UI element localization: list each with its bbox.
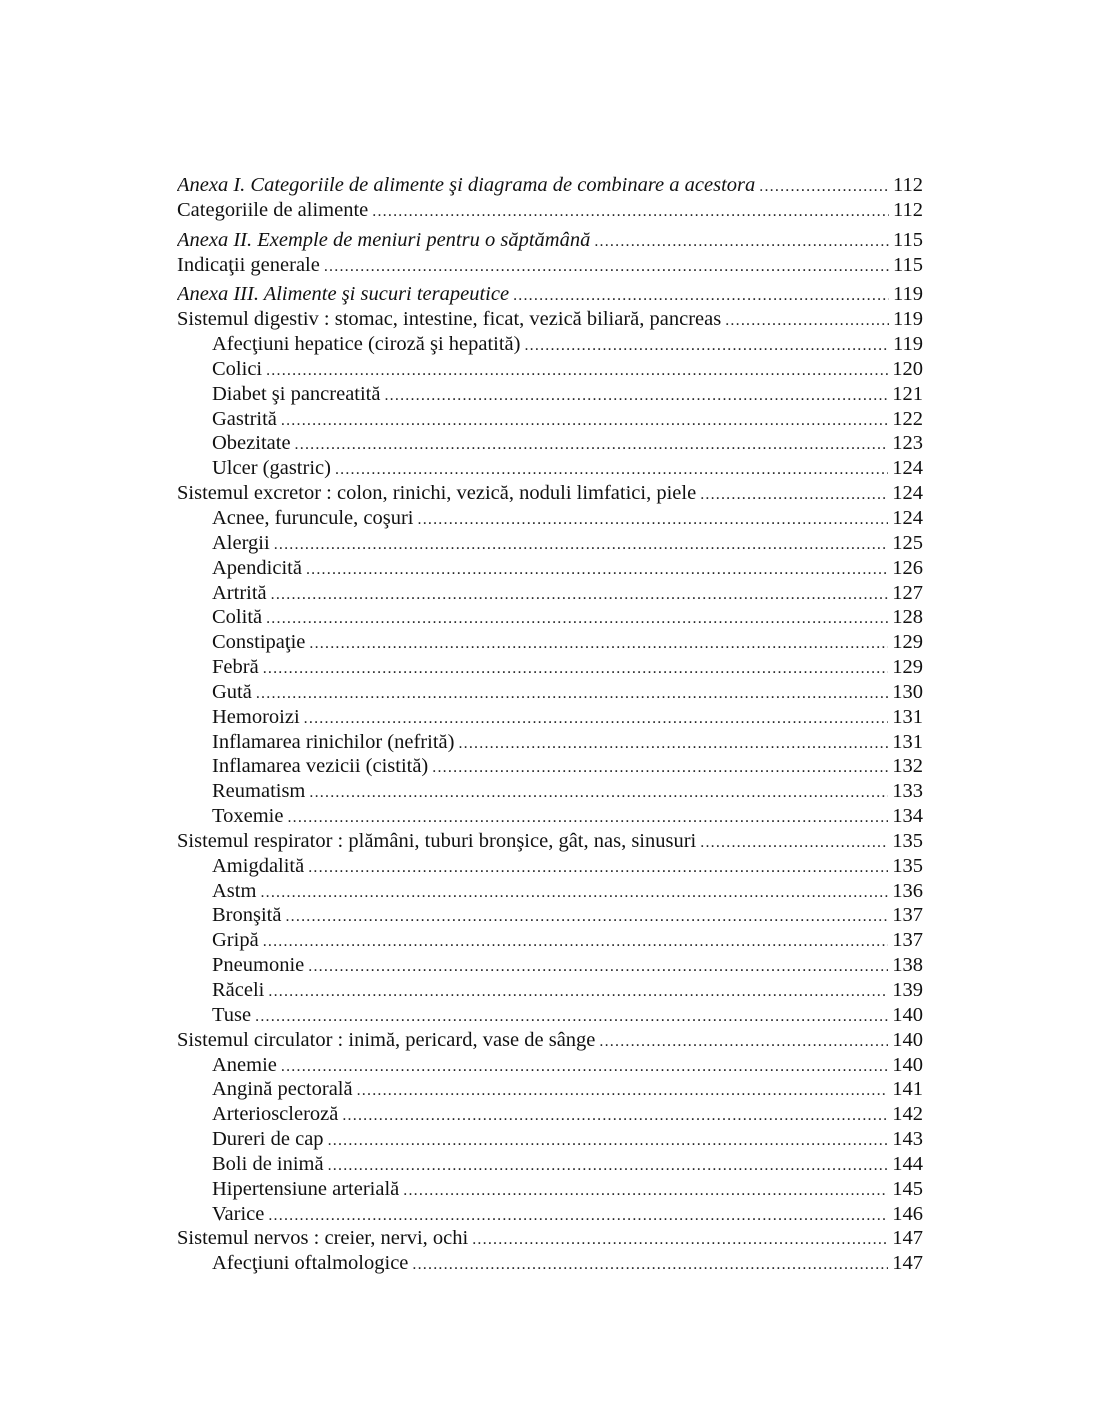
toc-entry-label: Sistemul circulator : inimă, pericard, vase de sânge — [177, 1028, 596, 1051]
toc-section-entry — [177, 1028, 923, 1053]
toc-section-entry — [177, 228, 923, 253]
toc-entry-label: Anexa II. Exemple de meniuri pentru o săptămână — [177, 228, 591, 251]
toc-dot-leader — [295, 433, 889, 456]
toc-dot-leader — [263, 657, 889, 680]
toc-dot-leader — [335, 458, 888, 481]
toc-section-entry — [177, 173, 923, 198]
toc-page-number: 147 — [892, 1227, 923, 1250]
toc-page-number: 132 — [892, 755, 923, 778]
toc-page-number: 144 — [892, 1152, 923, 1175]
toc-item-entry — [177, 754, 923, 779]
toc-item-entry — [177, 705, 923, 730]
toc-dot-leader — [599, 1030, 888, 1053]
toc-entry-label: Bronşită — [212, 904, 282, 927]
toc-dot-leader — [287, 806, 888, 829]
toc-dot-leader — [342, 1104, 888, 1127]
toc-dot-leader — [759, 175, 889, 198]
toc-dot-leader — [594, 230, 889, 253]
toc-page-number: 136 — [892, 879, 923, 902]
toc-item-entry — [177, 1053, 923, 1078]
toc-item-entry — [177, 1127, 923, 1152]
toc-item-entry — [177, 1003, 923, 1028]
toc-page-number: 141 — [892, 1078, 923, 1101]
toc-entry-label: Sistemul nervos : creier, nervi, ochi — [177, 1227, 469, 1250]
toc-entry-label: Anexa III. Alimente şi sucuri terapeutice — [177, 283, 510, 306]
toc-entry-label: Diabet şi pancreatită — [212, 382, 381, 405]
toc-item-entry — [177, 407, 923, 432]
toc-dot-leader — [524, 334, 889, 357]
toc-entry-label: Obezitate — [212, 432, 291, 455]
toc-item-entry — [177, 804, 923, 829]
toc-dot-leader — [328, 1129, 889, 1152]
toc-dot-leader — [260, 881, 888, 904]
toc-entry-label: Inflamarea vezicii (cistită) — [212, 755, 429, 778]
toc-page-number: 123 — [892, 432, 923, 455]
toc-section-entry — [177, 481, 923, 506]
toc-entry-label: Amigdalită — [212, 854, 305, 877]
toc-item-entry — [177, 581, 923, 606]
toc-entry-label: Arterioscleroză — [212, 1103, 339, 1126]
toc-page-number: 140 — [892, 1003, 923, 1026]
toc-item-entry — [177, 1077, 923, 1102]
toc-dot-leader — [328, 1154, 889, 1177]
toc-dot-leader — [281, 409, 888, 432]
toc-page-number: 134 — [892, 805, 923, 828]
toc-section-entry — [177, 282, 923, 307]
toc-page-number: 142 — [892, 1103, 923, 1126]
toc-item-entry — [177, 779, 923, 804]
toc-entry-label: Afecţiuni hepatice (ciroză şi hepatită) — [212, 333, 521, 356]
toc-page-number: 121 — [892, 382, 923, 405]
toc-item-entry — [177, 1102, 923, 1127]
toc-item-entry — [177, 903, 923, 928]
toc-item-entry — [177, 953, 923, 978]
toc-item-entry — [177, 854, 923, 879]
toc-dot-leader — [268, 1204, 888, 1227]
toc-entry-label: Colită — [212, 606, 263, 629]
toc-entry-label: Angină pectorală — [212, 1078, 353, 1101]
toc-page-number: 131 — [892, 705, 923, 728]
toc-page-number: 128 — [892, 606, 923, 629]
toc-entry-label: Ulcer (gastric) — [212, 457, 331, 480]
toc-item-entry — [177, 928, 923, 953]
toc-page-number: 119 — [893, 308, 923, 331]
toc-entry-label: Toxemie — [212, 805, 284, 828]
toc-dot-leader — [372, 200, 889, 223]
toc-dot-leader — [357, 1079, 889, 1102]
toc-dot-leader — [308, 856, 888, 879]
toc-dot-leader — [306, 558, 888, 581]
toc-dot-leader — [281, 1055, 888, 1078]
toc-entry-label: Gută — [212, 680, 252, 703]
toc-dot-leader — [418, 508, 889, 531]
toc-page-number: 129 — [892, 631, 923, 654]
toc-dot-leader — [255, 1005, 888, 1028]
toc-page-number: 124 — [892, 506, 923, 529]
toc-item-entry — [177, 630, 923, 655]
toc-section-entry — [177, 307, 923, 332]
toc-page-number: 127 — [892, 581, 923, 604]
toc-page-number: 119 — [893, 283, 923, 306]
toc-page-number: 138 — [892, 954, 923, 977]
toc-dot-leader — [403, 1179, 888, 1202]
toc-page-number: 115 — [893, 253, 923, 276]
toc-dot-leader — [513, 284, 889, 307]
toc-page-number: 146 — [892, 1202, 923, 1225]
toc-page-number: 115 — [893, 228, 923, 251]
toc-entry-label: Anemie — [212, 1053, 277, 1076]
toc-dot-leader — [324, 255, 889, 278]
toc-entry-label: Boli de inimă — [212, 1152, 324, 1175]
toc-entry-label: Acnee, furuncule, coşuri — [212, 506, 414, 529]
toc-entry-label: Afecţiuni oftalmologice — [212, 1252, 409, 1275]
toc-section-entry — [177, 198, 923, 223]
toc-entry-label: Hipertensiune arterială — [212, 1177, 400, 1200]
toc-item-entry — [177, 382, 923, 407]
toc-item-entry — [177, 506, 923, 531]
toc-entry-label: Sistemul excretor : colon, rinichi, vezică, noduli limfatici, piele — [177, 482, 697, 505]
toc-page-number: 112 — [893, 198, 923, 221]
toc-dot-leader — [266, 359, 888, 382]
toc-dot-leader — [309, 781, 888, 804]
toc-dot-leader — [308, 955, 888, 978]
toc-item-entry — [177, 357, 923, 382]
toc-item-entry — [177, 1177, 923, 1202]
toc-page-number: 140 — [892, 1053, 923, 1076]
toc-dot-leader — [458, 732, 888, 755]
toc-page-number: 137 — [892, 904, 923, 927]
toc-page-number: 137 — [892, 929, 923, 952]
toc-item-entry — [177, 431, 923, 456]
toc-item-entry — [177, 605, 923, 630]
toc-item-entry — [177, 879, 923, 904]
toc-entry-label: Alergii — [212, 531, 270, 554]
toc-entry-label: Apendicită — [212, 556, 302, 579]
toc-item-entry — [177, 1251, 923, 1276]
toc-page-number: 112 — [893, 174, 923, 196]
toc-page-number: 147 — [892, 1252, 923, 1275]
toc-page-number: 139 — [892, 979, 923, 1001]
toc-dot-leader — [309, 632, 888, 655]
toc-item-entry — [177, 978, 923, 1003]
toc-entry-label: Inflamarea rinichilor (nefrită) — [212, 730, 455, 753]
toc-page-number: 120 — [892, 357, 923, 380]
toc-item-entry — [177, 1152, 923, 1177]
toc-entry-label: Sistemul respirator : plămâni, tuburi bronşice, gât, nas, sinusuri — [177, 829, 697, 852]
toc-entry-label: Tuse — [212, 1003, 252, 1026]
toc-dot-leader — [263, 930, 889, 953]
toc-entry-label: Răceli — [212, 979, 265, 1001]
toc-dot-leader — [700, 831, 888, 854]
toc-item-entry — [177, 556, 923, 581]
toc-entry-label: Constipaţie — [212, 631, 306, 654]
toc-entry-label: Dureri de cap — [212, 1128, 324, 1151]
toc-page-number: 145 — [892, 1177, 923, 1200]
toc-item-entry — [177, 332, 923, 357]
toc-dot-leader — [268, 980, 888, 1003]
toc-dot-leader — [412, 1253, 888, 1276]
toc-item-entry — [177, 655, 923, 680]
toc-entry-label: Anexa I. Categoriile de alimente şi diagrama de combinare a acestora — [177, 174, 756, 196]
toc-dot-leader — [432, 756, 888, 779]
toc-entry-label: Sistemul digestiv : stomac, intestine, ficat, vezică biliară, pancreas — [177, 308, 722, 331]
toc-dot-leader — [304, 707, 889, 730]
toc-entry-label: Varice — [212, 1202, 265, 1225]
toc-dot-leader — [472, 1228, 888, 1251]
toc-entry-label: Febră — [212, 656, 259, 679]
toc-entry-label: Gripă — [212, 929, 259, 952]
toc-dot-leader — [725, 309, 889, 332]
toc-page-number: 122 — [892, 407, 923, 430]
toc-entry-label: Pneumonie — [212, 954, 305, 977]
toc-dot-leader — [274, 533, 889, 556]
toc-entry-label: Colici — [212, 357, 263, 380]
toc-page-number: 125 — [892, 531, 923, 554]
toc-dot-leader — [256, 682, 888, 705]
toc-entry-label: Reumatism — [212, 780, 306, 803]
toc-page-number: 133 — [892, 780, 923, 803]
toc-page-number: 135 — [892, 854, 923, 877]
toc-section-entry — [177, 1226, 923, 1251]
toc-dot-leader — [266, 607, 888, 630]
toc-entry-label: Astm — [212, 879, 257, 902]
toc-dot-leader — [384, 384, 888, 407]
toc-page-number: 135 — [892, 829, 923, 852]
toc-entry-label: Artrită — [212, 581, 267, 604]
toc-item-entry — [177, 680, 923, 705]
toc-item-entry — [177, 531, 923, 556]
toc-page-number: 129 — [892, 656, 923, 679]
toc-section-entry — [177, 829, 923, 854]
toc-dot-leader — [271, 583, 889, 606]
toc-entry-label: Indicaţii generale — [177, 253, 320, 276]
toc-page-number: 126 — [892, 556, 923, 579]
toc-item-entry — [177, 730, 923, 755]
toc-page-number: 140 — [892, 1028, 923, 1051]
toc-page-number: 130 — [892, 680, 923, 703]
toc-page-number: 119 — [893, 333, 923, 356]
toc-section-entry — [177, 253, 923, 278]
toc-page-number: 124 — [892, 457, 923, 480]
table-of-contents — [177, 173, 923, 1276]
toc-page-number: 143 — [892, 1128, 923, 1151]
toc-item-entry — [177, 456, 923, 481]
toc-dot-leader — [285, 905, 888, 928]
toc-item-entry — [177, 1202, 923, 1227]
toc-entry-label: Categoriile de alimente — [177, 198, 369, 221]
toc-dot-leader — [700, 483, 888, 506]
toc-entry-label: Hemoroizi — [212, 705, 300, 728]
toc-page-number: 124 — [892, 482, 923, 505]
toc-page-number: 131 — [892, 730, 923, 753]
toc-entry-label: Gastrită — [212, 407, 277, 430]
